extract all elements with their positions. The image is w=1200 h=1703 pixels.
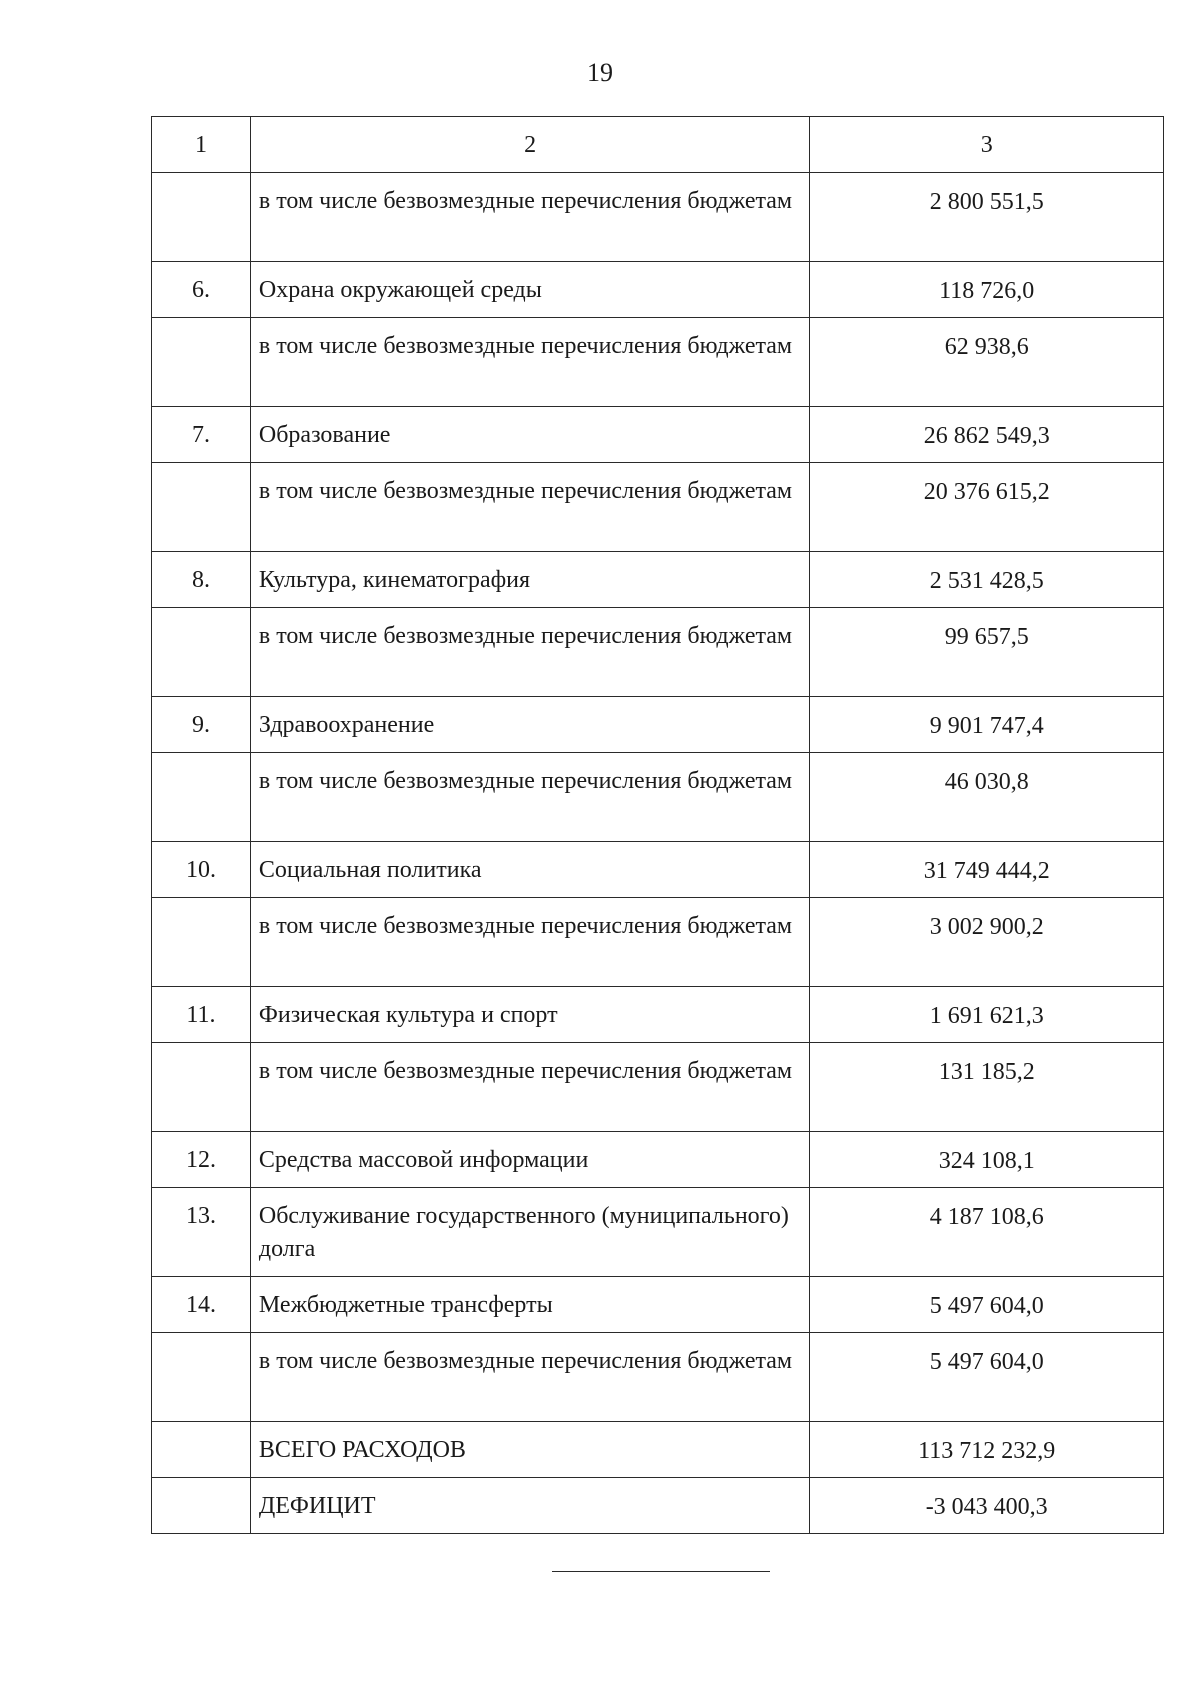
table-row bbox=[152, 1478, 1164, 1534]
row-value: 324 108,1 bbox=[810, 1132, 1164, 1188]
row-number: 11. bbox=[152, 987, 251, 1043]
column-header-3: 3 bbox=[810, 117, 1164, 173]
table-row bbox=[152, 173, 1164, 262]
table-row bbox=[152, 1277, 1164, 1333]
row-name: в том числе безвозмездные перечисления бюджетам bbox=[250, 753, 810, 842]
row-name: в том числе безвозмездные перечисления бюджетам bbox=[250, 463, 810, 552]
row-name: Социальная политика bbox=[250, 842, 810, 898]
row-number bbox=[152, 173, 251, 262]
row-value: 26 862 549,3 bbox=[810, 407, 1164, 463]
row-value: 131 185,2 bbox=[810, 1043, 1164, 1132]
row-value: 5 497 604,0 bbox=[810, 1333, 1164, 1422]
table-row bbox=[152, 552, 1164, 608]
footer-rule bbox=[552, 1571, 770, 1572]
row-value: 31 749 444,2 bbox=[810, 842, 1164, 898]
row-value: 113 712 232,9 bbox=[810, 1422, 1164, 1478]
row-name: ДЕФИЦИТ bbox=[250, 1478, 810, 1534]
row-name: в том числе безвозмездные перечисления бюджетам bbox=[250, 318, 810, 407]
column-header-1: 1 bbox=[152, 117, 251, 173]
table-row bbox=[152, 608, 1164, 697]
row-number: 14. bbox=[152, 1277, 251, 1333]
table-row bbox=[152, 697, 1164, 753]
row-value: 62 938,6 bbox=[810, 318, 1164, 407]
row-name: ВСЕГО РАСХОДОВ bbox=[250, 1422, 810, 1478]
row-value: 99 657,5 bbox=[810, 608, 1164, 697]
row-number: 10. bbox=[152, 842, 251, 898]
row-name: в том числе безвозмездные перечисления бюджетам bbox=[250, 1333, 810, 1422]
row-number: 12. bbox=[152, 1132, 251, 1188]
row-value: 3 002 900,2 bbox=[810, 898, 1164, 987]
table-row bbox=[152, 753, 1164, 842]
row-number bbox=[152, 1422, 251, 1478]
row-number bbox=[152, 318, 251, 407]
row-value: 2 531 428,5 bbox=[810, 552, 1164, 608]
row-name: Культура, кинематография bbox=[250, 552, 810, 608]
row-name: в том числе безвозмездные перечисления бюджетам bbox=[250, 608, 810, 697]
row-number bbox=[152, 608, 251, 697]
row-value: 1 691 621,3 bbox=[810, 987, 1164, 1043]
table-row bbox=[152, 1333, 1164, 1422]
row-name: Охрана окружающей среды bbox=[250, 262, 810, 318]
row-number bbox=[152, 1043, 251, 1132]
row-value: 46 030,8 bbox=[810, 753, 1164, 842]
row-number bbox=[152, 753, 251, 842]
row-value: -3 043 400,3 bbox=[810, 1478, 1164, 1534]
row-number: 8. bbox=[152, 552, 251, 608]
table-row bbox=[152, 842, 1164, 898]
row-name: в том числе безвозмездные перечисления бюджетам bbox=[250, 1043, 810, 1132]
row-name: Межбюджетные трансферты bbox=[250, 1277, 810, 1333]
row-number: 6. bbox=[152, 262, 251, 318]
table-row bbox=[152, 1043, 1164, 1132]
row-name: в том числе безвозмездные перечисления бюджетам bbox=[250, 898, 810, 987]
row-number: 9. bbox=[152, 697, 251, 753]
row-name: Здравоохранение bbox=[250, 697, 810, 753]
row-number bbox=[152, 898, 251, 987]
table-row bbox=[152, 318, 1164, 407]
table-row bbox=[152, 463, 1164, 552]
row-name: Средства массовой информации bbox=[250, 1132, 810, 1188]
row-value: 2 800 551,5 bbox=[810, 173, 1164, 262]
table-row bbox=[152, 898, 1164, 987]
table-row bbox=[152, 407, 1164, 463]
table-row bbox=[152, 1188, 1164, 1277]
row-number: 13. bbox=[152, 1188, 251, 1277]
row-value: 20 376 615,2 bbox=[810, 463, 1164, 552]
table-row bbox=[152, 987, 1164, 1043]
row-name: Образование bbox=[250, 407, 810, 463]
row-number bbox=[152, 1333, 251, 1422]
row-name: в том числе безвозмездные перечисления бюджетам bbox=[250, 173, 810, 262]
column-header-2: 2 bbox=[250, 117, 810, 173]
row-number: 7. bbox=[152, 407, 251, 463]
table-row bbox=[152, 1422, 1164, 1478]
page-number: 19 bbox=[587, 58, 613, 87]
table-row bbox=[152, 262, 1164, 318]
row-value: 4 187 108,6 bbox=[810, 1188, 1164, 1277]
row-value: 9 901 747,4 bbox=[810, 697, 1164, 753]
table-row bbox=[152, 1132, 1164, 1188]
budget-table bbox=[151, 116, 1164, 1534]
row-name: Физическая культура и спорт bbox=[250, 987, 810, 1043]
table-header-row bbox=[152, 117, 1164, 173]
row-value: 118 726,0 bbox=[810, 262, 1164, 318]
row-name: Обслуживание государственного (муниципального) долга bbox=[250, 1188, 810, 1277]
row-number bbox=[152, 1478, 251, 1534]
row-value: 5 497 604,0 bbox=[810, 1277, 1164, 1333]
row-number bbox=[152, 463, 251, 552]
